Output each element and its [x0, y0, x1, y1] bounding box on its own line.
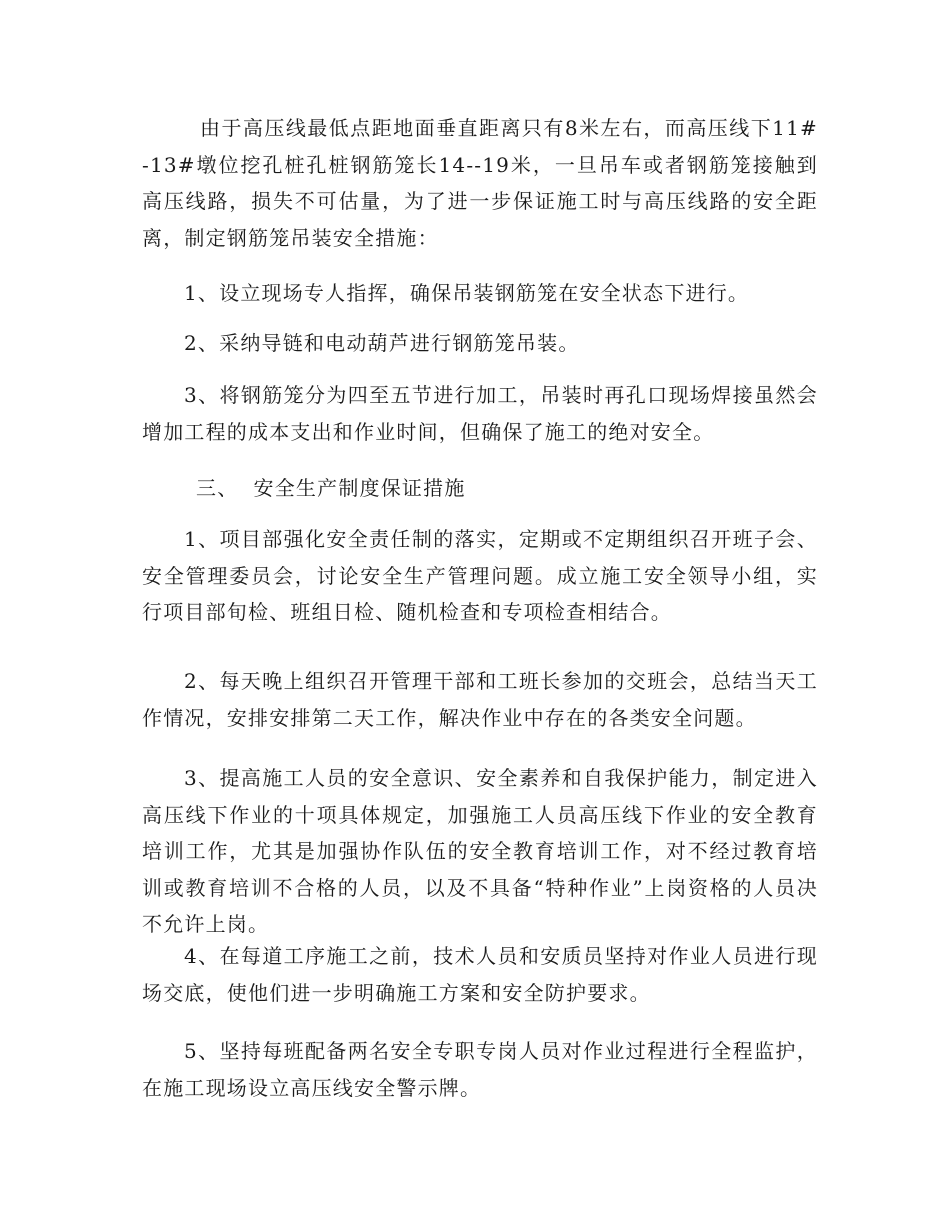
safety-measure-3: 3、提高施工人员的安全意识、安全素养和自我保护能力，制定进入高压线下作业的十项具体规定，加强施工人员高压线下作业的安全教育培训工作，尤其是加强协作队伍的安全教育培训工作，对不经过教育培训或教育培训不合格的人员，以及不具备“特种作业”上岗资格的人员决不允许上岗。 [142, 766, 818, 936]
hoisting-measure-3: 3、将钢筋笼分为四至五节进行加工，吊装时再孔口现场焊接虽然会增加工程的成本支出和作业时间，但确保了施工的绝对安全。 [142, 383, 818, 444]
safety-measure-1: 1、项目部强化安全责任制的落实，定期或不定期组织召开班子会、安全管理委员会，讨论安全生产管理问题。成立施工安全领导小组，实行项目部旬检、班组日检、随机检查和专项检查相结合。 [142, 527, 818, 624]
hoisting-measure-1: 1、设立现场专人指挥，确保吊装钢筋笼在安全状态下进行。 [184, 281, 750, 305]
safety-measure-2: 2、每天晚上组织召开管理干部和工班长参加的交班会，总结当天工作情况，安排安排第二天工作，解决作业中存在的各类安全问题。 [142, 669, 818, 730]
section-heading: 三、 安全生产制度保证措施 [196, 476, 466, 500]
intro-paragraph: 由于高压线最低点距地面垂直距离只有8米左右，而高压线下11#-13#墩位挖孔桩孔桩钢筋笼长14--19米，一旦吊车或者钢筋笼接触到高压线路，损失不可估量，为了进一步保证施工时与高压线路的安全距离，制定钢筋笼吊装安全措施： [142, 116, 818, 250]
hoisting-measure-2: 2、采纳导链和电动葫芦进行钢筋笼吊装。 [184, 331, 580, 355]
safety-measure-5: 5、坚持每班配备两名安全专职专岗人员对作业过程进行全程监护，在施工现场设立高压线安全警示牌。 [142, 1039, 818, 1100]
safety-measure-4: 4、在每道工序施工之前，技术人员和安质员坚持对作业人员进行现场交底，使他们进一步明确施工方案和安全防护要求。 [142, 944, 818, 1005]
